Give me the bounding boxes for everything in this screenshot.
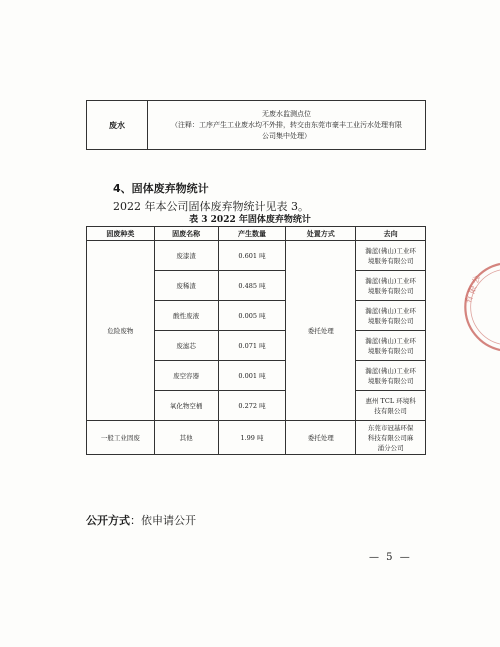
destination-line: 惠州 TCL 环境科 (365, 396, 416, 405)
destination-cell (356, 271, 426, 301)
section-heading: 4、固体废弃物统计 (113, 182, 209, 195)
column-header: 产生数量 (218, 227, 286, 241)
destination-cell (356, 301, 426, 331)
waste-name-cell: 废稀渣 (154, 271, 218, 301)
destination-line: 境服务有限公司 (367, 286, 414, 295)
waste-qty-cell: 0.601 吨 (218, 241, 286, 271)
column-header: 固废种类 (87, 227, 155, 241)
company-seal-fragment (452, 262, 500, 352)
destination-line: 技有限公司 (374, 406, 407, 415)
wastewater-label: 废水 (87, 101, 148, 150)
intro-paragraph: 2022 年本公司固体废弃物统计见表 3。 (113, 200, 309, 213)
table-row (87, 421, 426, 455)
waste-qty-cell: 0.001 吨 (218, 361, 286, 391)
waste-name-cell: 氧化物空桶 (154, 391, 218, 421)
column-header: 固废名称 (154, 227, 218, 241)
destination-line: 境服务有限公司 (367, 256, 414, 265)
destination-cell (356, 241, 426, 271)
destination-line: 境服务有限公司 (367, 316, 414, 325)
waste-category-cell: 危险废物 (87, 241, 155, 421)
waste-qty-cell: 0.005 吨 (218, 301, 286, 331)
wastewater-note (148, 101, 426, 150)
destination-line: 境服务有限公司 (367, 346, 414, 355)
seal-text: 有 限 公 (463, 274, 482, 305)
waste-name-cell: 废漆渣 (154, 241, 218, 271)
waste-name-cell: 酸性废液 (154, 301, 218, 331)
waste-qty-cell: 0.485 吨 (218, 271, 286, 301)
open-method-label: 公开方式 (86, 514, 130, 527)
destination-line: 境服务有限公司 (367, 376, 414, 385)
waste-name-cell: 废滤芯 (154, 331, 218, 361)
destination-line: 瀚蓝(佛山)工业环 (365, 306, 416, 315)
open-method-line (86, 512, 196, 528)
waste-name-cell: 其他 (154, 421, 218, 455)
waste-qty-cell: 0.272 吨 (218, 391, 286, 421)
waste-qty-cell: 0.071 吨 (218, 331, 286, 361)
column-header: 处置方式 (286, 227, 356, 241)
waste-category-cell: 一般工业固废 (87, 421, 155, 455)
destination-cell (356, 391, 426, 421)
destination-cell (356, 331, 426, 361)
destination-cell (356, 361, 426, 391)
wastewater-note-line: （注释：工序产生工业废水均不外排，转交由东莞市豪丰工业污水处理有限 (171, 120, 402, 129)
page-number: — 5 — (369, 552, 412, 563)
solid-waste-table (86, 226, 426, 455)
open-method-value: ：依申请公开 (130, 514, 196, 527)
waste-name-cell: 废空容器 (154, 361, 218, 391)
destination-line: 瀚蓝(佛山)工业环 (365, 276, 416, 285)
destination-cell (356, 421, 426, 455)
destination-line: 科技有限公司麻 (367, 433, 414, 442)
disposal-method-cell: 委托处理 (286, 421, 356, 455)
wastewater-note-line: 公司集中处理） (262, 131, 311, 140)
column-header: 去向 (356, 227, 426, 241)
destination-line: 东莞市冠基环保 (367, 423, 414, 432)
table-header-row (87, 227, 426, 241)
disposal-method-cell: 委托处理 (286, 241, 356, 421)
wastewater-note-line: 无废水监测点位 (262, 109, 311, 118)
table-caption: 表 3 2022 年固体废弃物统计 (189, 215, 311, 225)
destination-line: 涌分公司 (377, 443, 404, 452)
destination-line: 瀚蓝(佛山)工业环 (365, 246, 416, 255)
table-row (87, 241, 426, 271)
destination-line: 瀚蓝(佛山)工业环 (365, 366, 416, 375)
waste-qty-cell: 1.99 吨 (218, 421, 286, 455)
wastewater-table (86, 100, 426, 150)
destination-line: 瀚蓝(佛山)工业环 (365, 336, 416, 345)
